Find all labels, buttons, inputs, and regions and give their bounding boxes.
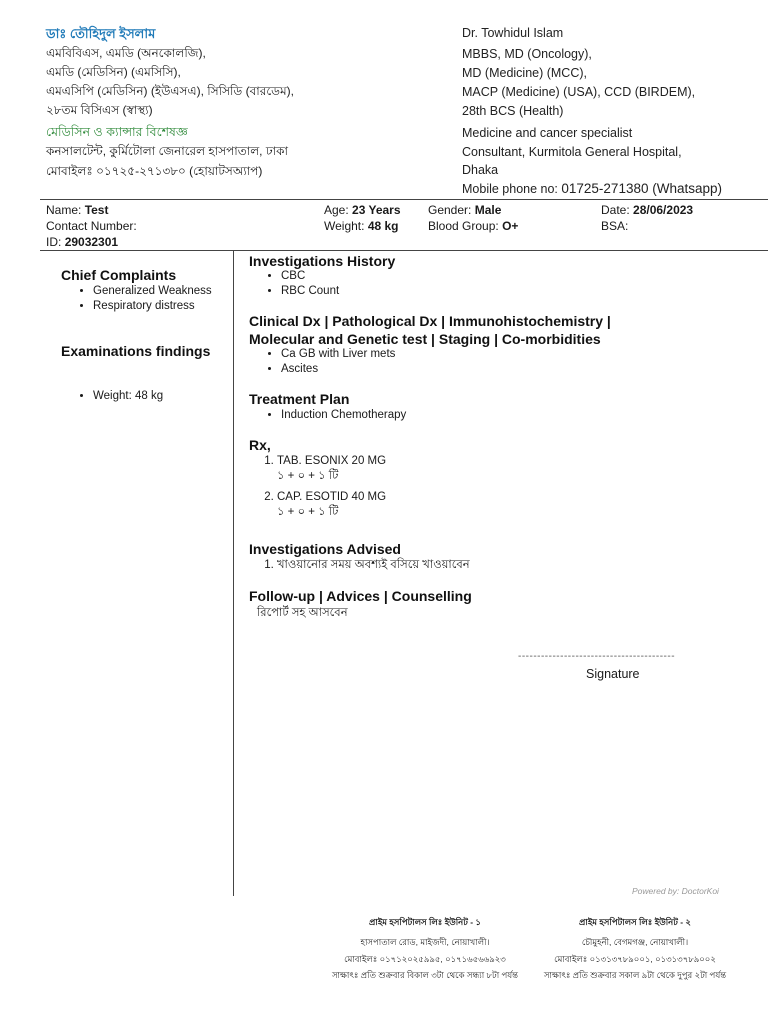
signature-label: Signature bbox=[586, 667, 640, 681]
specialty-bn: মেডিসিন ও ক্যান্সার বিশেষজ্ঞ bbox=[46, 125, 188, 139]
specialty-en: Medicine and cancer specialist bbox=[462, 126, 633, 140]
chief-complaints-title: Chief Complaints bbox=[61, 267, 177, 283]
doctor-name-en: Dr. Towhidul Islam bbox=[462, 26, 564, 40]
patient-date: Date: 28/06/2023 bbox=[601, 203, 694, 217]
list-item: • CBC bbox=[281, 269, 339, 284]
list-item: • Ascites bbox=[281, 362, 395, 377]
investigations-advised-title: Investigations Advised bbox=[249, 541, 401, 557]
followup-text: রিপোর্ট সহ আসবেন bbox=[257, 607, 348, 619]
list-item: • Induction Chemotherapy bbox=[281, 408, 406, 423]
degree-line-en: MD (Medicine) (MCC), bbox=[462, 66, 587, 80]
position-en: Consultant, Kurmitola General Hospital, bbox=[462, 145, 682, 159]
examinations-title: Examinations findings bbox=[61, 343, 211, 359]
degree-line-bn: এমডি (মেডিসিন) (এমসিসি), bbox=[46, 65, 181, 79]
unit-mobile: মোবাইলঃ ০১৭১২০২৫৯৯৫, ০১৭১৬৫৬৬৯২৩ bbox=[344, 954, 506, 964]
position-en: Dhaka bbox=[462, 163, 499, 177]
mobile-label: Mobile phone no: bbox=[462, 182, 558, 196]
patient-bsa: BSA: bbox=[601, 219, 629, 233]
position-bn: কনসালটেন্ট, কুর্মিটোলা জেনারেল হাসপাতাল, ঢাকা bbox=[46, 144, 288, 158]
column-divider bbox=[233, 250, 234, 896]
list-item: • RBC Count bbox=[281, 284, 339, 299]
unit-address: হাসপাতাল রোড, মাইজদী, নোয়াখালী। bbox=[360, 937, 490, 947]
investigations-history-title: Investigations History bbox=[249, 253, 396, 269]
list-item: • Ca GB with Liver mets bbox=[281, 347, 395, 362]
degree-line-en: MACP (Medicine) (USA), CCD (BIRDEM), bbox=[462, 85, 696, 99]
rx-title: Rx, bbox=[249, 437, 271, 453]
patient-blood-group: Blood Group: O+ bbox=[428, 219, 519, 233]
unit-mobile: মোবাইলঃ ০১৩১৩৭৮৯০০১, ০১৩১৩৭৮৯০০২ bbox=[554, 954, 716, 964]
doctor-name-bn: ডাঃ তৌহিদুল ইসলাম bbox=[46, 26, 156, 41]
treatment-plan-list bbox=[249, 408, 406, 423]
clinical-dx-list bbox=[249, 347, 395, 377]
signature-line: ----------------------------------------- bbox=[518, 651, 676, 662]
patient-gender: Gender: Male bbox=[428, 203, 502, 217]
rx-item: 1. TAB. ESONIX 20 MG ১ + ০ + ১ টি bbox=[277, 454, 386, 484]
unit-title: প্রাইম হসপিটালস লিঃ ইউনিট - ২ bbox=[579, 917, 691, 927]
degree-line-bn: এমবিবিএস, এমডি (অনকোলজি), bbox=[46, 46, 206, 60]
patient-weight: Weight: 48 kg bbox=[324, 219, 399, 233]
treatment-plan-title: Treatment Plan bbox=[249, 391, 350, 407]
unit-title: প্রাইম হসপিটালস লিঃ ইউনিট - ১ bbox=[369, 917, 481, 927]
patient-age: Age: 23 Years bbox=[324, 203, 401, 217]
unit-address: চৌমুহনী, বেগমগঞ্জ, নোয়াখালী। bbox=[581, 937, 689, 947]
mobile-en bbox=[462, 179, 722, 199]
investigations-history-list bbox=[249, 269, 339, 299]
patient-contact: Contact Number: bbox=[46, 219, 137, 233]
rx-dose: ১ + ০ + ১ টি bbox=[277, 506, 339, 518]
patient-divider bbox=[40, 250, 768, 251]
mobile-bn: মোবাইলঃ ০১৭২৫-২৭১৩৮০ (হোয়াটসঅ্যাপ) bbox=[46, 164, 263, 178]
followup-title: Follow-up | Advices | Counselling bbox=[249, 588, 472, 604]
unit-hours: সাক্ষাৎঃ প্রতি শুক্রবার সকাল ৯টা থেকে দুপুর ২টা পর্যন্ত bbox=[543, 970, 727, 980]
patient-id: ID: 29032301 bbox=[46, 235, 119, 249]
examinations-list bbox=[61, 389, 243, 404]
degree-line-bn: এমএসিপি (মেডিসিন) (ইউএসএ), সিসিডি (বারডেম), bbox=[46, 84, 294, 98]
degree-line-en: MBBS, MD (Oncology), bbox=[462, 47, 592, 61]
chief-complaints-list bbox=[61, 284, 243, 314]
rx-list bbox=[249, 454, 386, 484]
degree-line-en: 28th BCS (Health) bbox=[462, 104, 564, 118]
header-divider bbox=[40, 199, 768, 200]
rx-list bbox=[249, 490, 386, 520]
list-item: 1. খাওয়ানোর সময় অবশ্যই বসিয়ে খাওয়াবেন bbox=[277, 558, 470, 573]
clinical-dx-title: Clinical Dx | Pathological Dx | Immunohistochemistry | Molecular and Genetic test | Staging | Co-morbidities bbox=[249, 313, 611, 347]
degree-line-bn: ২৮তম বিসিএস (স্বাস্থ্য) bbox=[46, 103, 153, 117]
powered-by: Powered by: DoctorKoi bbox=[632, 886, 719, 896]
list-item: • Weight: 48 kg bbox=[93, 389, 243, 404]
rx-item: 2. CAP. ESOTID 40 MG ১ + ০ + ১ টি bbox=[277, 490, 386, 520]
list-item: • Generalized Weakness bbox=[93, 284, 243, 299]
list-item: • Respiratory distress bbox=[93, 299, 243, 314]
unit-hours: সাক্ষাৎঃ প্রতি শুক্রবার বিকাল ৩টা থেকে সন্ধ্যা ৮টা পর্যন্ত bbox=[331, 970, 519, 980]
patient-name: Name: Test bbox=[46, 203, 109, 217]
mobile-value: 01725-271380 (Whatsapp) bbox=[561, 181, 722, 196]
rx-dose: ১ + ০ + ১ টি bbox=[277, 470, 339, 482]
investigations-advised-list bbox=[249, 558, 470, 573]
